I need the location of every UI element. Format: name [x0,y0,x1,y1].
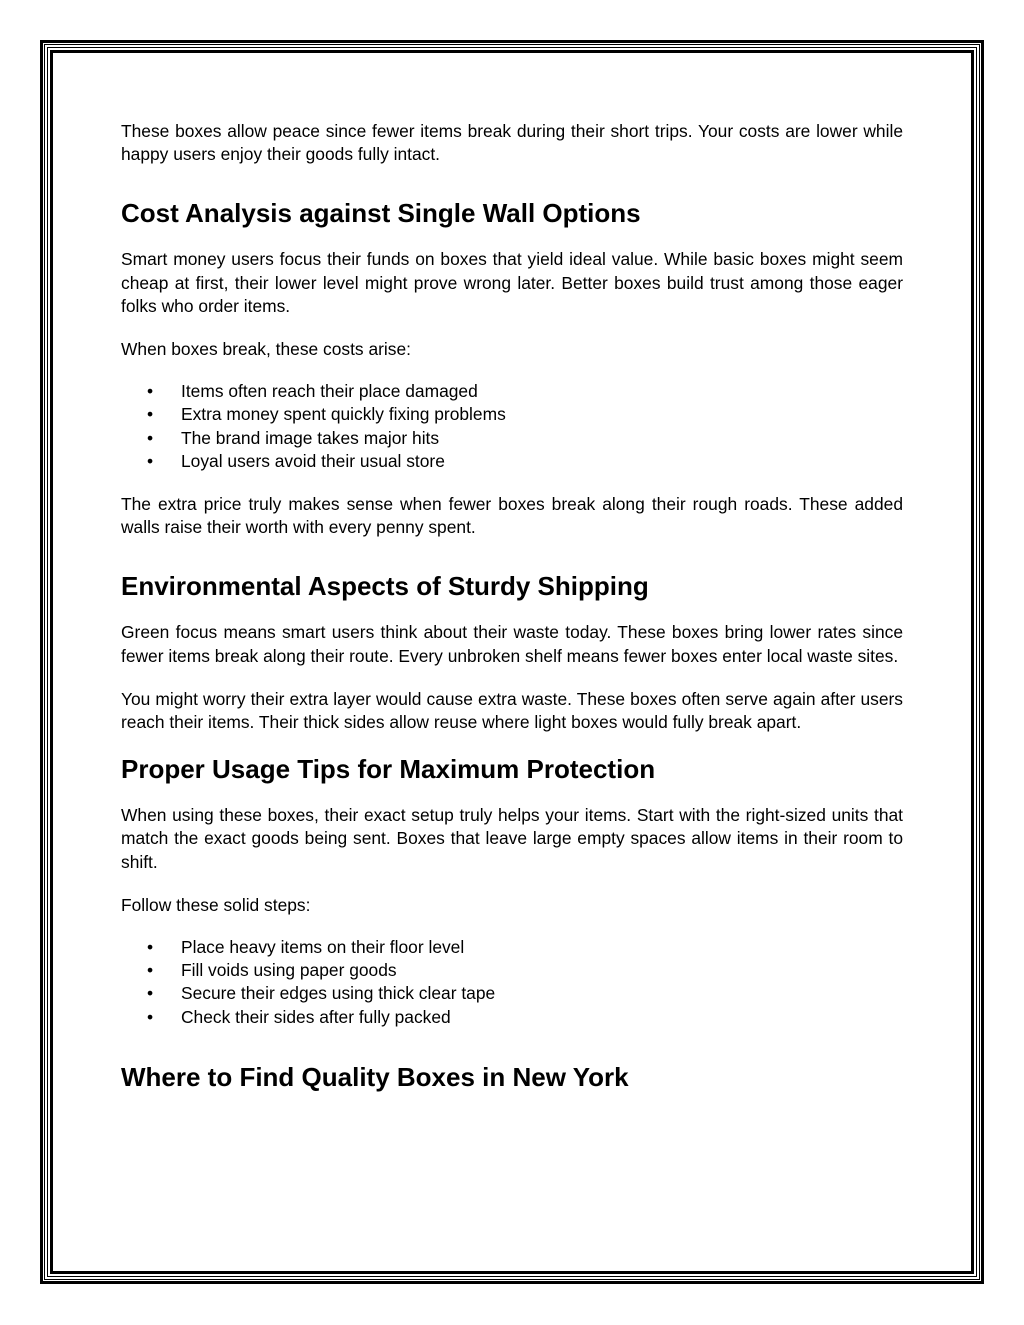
list-item-text: The brand image takes major hits [181,427,440,448]
usage-bullet-list [121,936,903,1029]
list-item [121,936,903,959]
list-item-text: Fill voids using paper goods [181,960,397,981]
list-item-text: Place heavy items on their floor level [181,937,465,958]
bullet-icon: • [147,960,154,981]
usage-tips-heading: Proper Usage Tips for Maximum Protection [121,754,656,785]
bullet-icon: • [147,937,154,958]
list-item [121,959,903,982]
usage-paragraph-1: When using these boxes, their exact setup truly helps your items. Start with the right-sized units that match the exact goods being sent. Boxes that leave large empty spaces allow items in their room to shift. [121,805,903,872]
cost-bullet-list [121,380,903,473]
list-item [121,1006,903,1029]
bullet-icon: • [147,427,154,448]
list-item [121,427,903,450]
cost-analysis-heading: Cost Analysis against Single Wall Options [121,198,641,229]
cost-paragraph-1: Smart money users focus their funds on boxes that yield ideal value. While basic boxes might seem cheap at first, their lower level might prove wrong later. Better boxes build trust among those eager folks who order items. [121,249,903,316]
document-body [121,120,903,1092]
list-item [121,403,903,426]
list-item-text: Check their sides after fully packed [181,1006,451,1027]
environment-paragraph-2: You might worry their extra layer would cause extra waste. These boxes often serve again after users reach their items. Their thick sides allow reuse where light boxes would fully break apart. [121,688,903,733]
list-item-text: Secure their edges using thick clear tape [181,983,496,1004]
cost-paragraph-2: When boxes break, these costs arise: [121,339,411,360]
find-boxes-heading: Where to Find Quality Boxes in New York [121,1061,629,1092]
list-item-text: Loyal users avoid their usual store [181,450,445,471]
bullet-icon: • [147,450,154,471]
environmental-heading: Environmental Aspects of Sturdy Shipping [121,571,649,602]
list-item-text: Extra money spent quickly fixing problems [181,404,506,425]
bullet-icon: • [147,404,154,425]
cost-paragraph-3: The extra price truly makes sense when fewer boxes break along their rough roads. These added walls raise their worth with every penny spent. [121,494,903,538]
list-item [121,380,903,403]
environment-paragraph-1: Green focus means smart users think about their waste today. These boxes bring lower rates since fewer items break along their route. Every unbroken shelf means fewer boxes enter local waste sites. [121,622,903,666]
list-item [121,450,903,473]
bullet-icon: • [147,1006,154,1027]
list-item [121,982,903,1005]
list-item-text: Items often reach their place damaged [181,381,478,402]
intro-paragraph: These boxes allow peace since fewer items break during their short trips. Your costs are lower while happy users enjoy their goods fully intact. [121,121,903,165]
usage-paragraph-2: Follow these solid steps: [121,894,311,915]
bullet-icon: • [147,381,154,402]
bullet-icon: • [147,983,154,1004]
